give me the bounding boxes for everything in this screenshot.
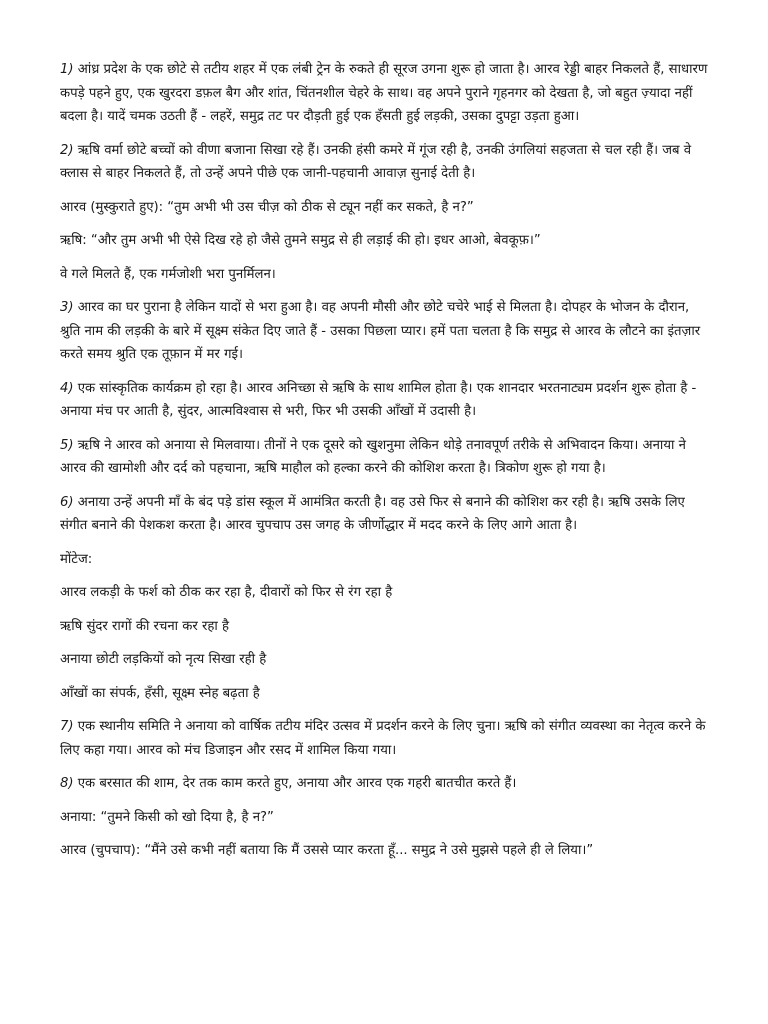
dialogue-line: [60, 839, 710, 863]
paragraph-number: 7): [60, 719, 74, 734]
paragraph-text: आरव का घर पुराना है लेकिन यादों से भरा हुआ है। वह अपनी मौसी और छोटे चचेरे भाई से मिलता है। दोपहर के भोजन के दौरान, श्रुति नाम की लड़की के बारे में सूक्ष्म संकेत दिए जाते हैं - उसका पिछला प्यार। हमें पता चलता है कि समुद्र से आरव के लौटने का इंतज़ार करते समय श्रुति एक तूफ़ान में मर गई।: [60, 300, 701, 362]
dialogue-line: [60, 806, 710, 830]
paragraph-text: ऋषि ने आरव को अनाया से मिलवाया। तीनों ने एक दूसरे को खुशनुमा लेकिन थोड़े तनावपूर्ण तरीके से अभिवादन किया। अनाया ने आरव की खामोशी और दर्द को पहचाना, ऋषि माहौल को हल्का करने की कोशिश करता है। त्रिकोण शुरू हो गया है।: [60, 437, 686, 476]
paragraph-text: आरव लकड़ी के फर्श को ठीक कर रहा है, दीवारों को फिर से रंग रहा है: [60, 585, 393, 600]
dialogue-line: [60, 196, 710, 220]
paragraph-text: ऋषि सुंदर रागों की रचना कर रहा है: [60, 618, 229, 634]
paragraph-text: आरव (चुपचाप): “मैंने उसे कभी नहीं बताया कि मैं उससे प्यार करता हूँ... समुद्र ने उसे मुझसे पहले ही ले लिया।”: [60, 843, 594, 858]
paragraph-number: 2): [60, 142, 74, 158]
paragraph-text: अनाया छोटी लड़कियों को नृत्य सिखा रही है: [60, 652, 267, 667]
paragraph-number: 4): [60, 380, 74, 396]
paragraph-text: मोंटेज:: [60, 551, 93, 567]
paragraph-4: [60, 377, 710, 424]
paragraph-number: 1): [60, 62, 74, 77]
paragraph-7: [60, 715, 710, 762]
montage-item: [60, 682, 710, 706]
paragraph-text: आरव (मुस्कुराते हुए): “तुम अभी भी उस चीज़ को ठीक से ट्यून नहीं कर सकते, है न?”: [60, 199, 474, 215]
paragraph-text: एक बरसात की शाम, देर तक काम करते हुए, अनाया और आरव एक गहरी बातचीत करते हैं।: [73, 776, 517, 791]
paragraph-3: [60, 296, 710, 367]
dialogue-line: [60, 229, 710, 253]
montage-item: [60, 648, 710, 672]
narration-line: [60, 263, 710, 287]
paragraph-text: एक स्थानीय समिति ने अनाया को वार्षिक तटीय मंदिर उत्सव में प्रदर्शन करने के लिए चुना। ऋषि को संगीत व्यवस्था का नेतृत्व करने के लिए कहा गया। आरव को मंच डिजाइन और रसद में शामिल किया गया।: [60, 719, 706, 758]
paragraph-text: अनाया: “तुमने किसी को खो दिया है, है न?”: [60, 809, 274, 825]
paragraph-2: [60, 139, 710, 186]
paragraph-6: [60, 491, 710, 538]
montage-item: [60, 615, 710, 639]
paragraph-text: आंध्र प्रदेश के एक छोटे से तटीय शहर में एक लंबी ट्रेन के रुकते ही सूरज उगना शुरू हो जाता है। आरव रेड्डी बाहर निकलते हैं, साधारण कपड़े पहने हुए, एक खुरदरा डफ़ल बैग और शांत, चिंतनशील चेहरे के साथ। वह अपने पुराने गृहनगर को देखता है, जो बहुत ज़्यादा नहीं बदला है। यादें चमक उठती हैं - लहरें, समुद्र तट पर दौड़ती हुई एक हँसती हुई लड़की, उसका दुपट्टा उड़ता हुआ।: [60, 62, 708, 124]
paragraph-text: आँखों का संपर्क, हँसी, सूक्ष्म स्नेह बढ़ता है: [60, 685, 260, 701]
paragraph-text: अनाया उन्हें अपनी माँ के बंद पड़े डांस स्कूल में आमंत्रित करती है। वह उसे फिर से बनाने की कोशिश कर रही है। ऋषि उसके लिए संगीत बनाने की पेशकश करता है। आरव चुपचाप उस जगह के जीर्णोद्धार में मदद करने के लिए आगे आता है।: [60, 494, 685, 533]
paragraph-8: [60, 772, 710, 796]
paragraph-5: [60, 434, 710, 481]
paragraph-text: ऋषि वर्मा छोटे बच्चों को वीणा बजाना सिखा रहे हैं। उनकी हंसी कमरे में गूंज रही है, उनकी उंगलियां सहजता से चल रही हैं। जब वे क्लास से बाहर निकलते हैं, तो उन्हें अपने पीछे एक जानी-पहचानी आवाज़ सुनाई देती है।: [60, 142, 692, 181]
paragraph-number: 3): [60, 300, 74, 315]
paragraph-text: ऋषि: “और तुम अभी भी ऐसे दिख रहे हो जैसे तुमने समुद्र से ही लड़ाई की हो। इधर आओ, बेवकूफ़।”: [60, 233, 541, 248]
document-body: [60, 58, 710, 873]
montage-item: [60, 581, 710, 605]
paragraph-text: एक सांस्कृतिक कार्यक्रम हो रहा है। आरव अनिच्छा से ऋषि के साथ शामिल होता है। एक शानदार भरतनाट्यम प्रदर्शन शुरू होता है - अनाया मंच पर आती है, सुंदर, आत्मविश्वास से भरी, फिर भी उसकी आँखों में उदासी है।: [60, 380, 697, 419]
montage-heading: [60, 548, 710, 572]
paragraph-number: 6): [60, 494, 74, 510]
paragraph-number: 5): [60, 437, 74, 453]
paragraph-text: वे गले मिलते हैं, एक गर्मजोशी भरा पुनर्मिलन।: [60, 266, 276, 282]
paragraph-1: [60, 58, 710, 129]
paragraph-number: 8): [60, 776, 74, 791]
